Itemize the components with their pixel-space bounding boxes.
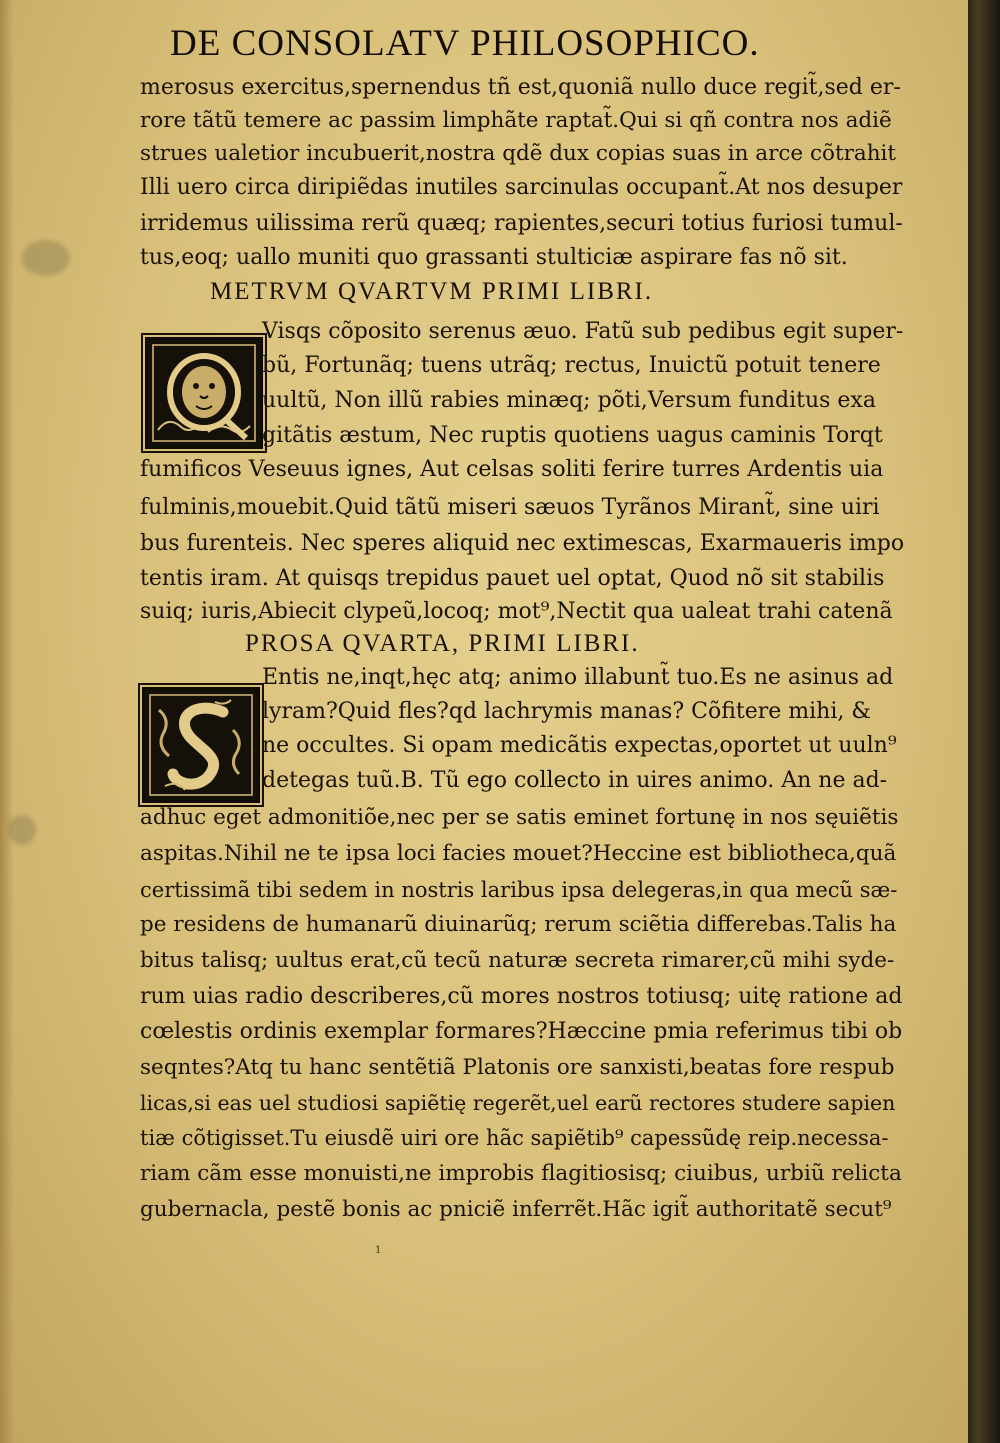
text-line: bus furenteis. Nec speres aliquid nec extimescas, Exarmaueris impo: [140, 531, 905, 556]
decorated-initial-q: [145, 337, 263, 449]
page-stain: [8, 815, 36, 845]
initial-q-ornament-icon: [148, 340, 260, 446]
text-line: tus,eoq; uallo muniti quo grassanti stulticiæ aspirare fas nõ sit.: [140, 245, 848, 270]
page-binding-edge: [968, 0, 1000, 1443]
text-line: fulminis,mouebit.Quid tãtũ miseri sæuos Tyrãnos Mirant̃, sine uiri: [140, 495, 880, 520]
text-line: adhuc eget admonitiõe,nec per se satis eminet fortunę in nos sęuiẽtis: [140, 805, 899, 830]
text-line: uultũ, Non illũ rabies minæq; põti,Versum funditus exa: [262, 388, 876, 413]
text-line: pe residens de humanarũ diuinarũq; rerum sciẽtia differebas.Talis ha: [140, 912, 897, 937]
text-line: rum uias radio describeres,cũ mores nostros totiusq; uitę ratione ad: [140, 984, 903, 1009]
text-line: certissimã tibi sedem in nostris laribus ipsa delegeras,in qua mecũ sæ-: [140, 878, 898, 902]
text-line: ne occultes. Si opam medicãtis expectas,oportet ut uuln⁹: [262, 733, 897, 758]
text-line: gubernacla, pestẽ bonis ac pniciẽ inferrẽt.Hãc igit̃ authoritatẽ secut⁹: [140, 1197, 892, 1222]
running-head: DE CONSOLATV PHILOSOPHICO.: [170, 23, 760, 64]
text-line: bũ, Fortunãq; tuens utrãq; rectus, Inuictũ potuit tenere: [262, 353, 881, 378]
text-line: fumificos Veseuus ignes, Aut celsas soliti ferire turres Ardentis uia: [140, 457, 884, 482]
page-mark: 1: [375, 1245, 382, 1256]
text-line: Illi uero circa diripiẽdas inutiles sarcinulas occupant̃.At nos desuper: [140, 175, 903, 200]
text-line: Entis ne,inqt,hęc atq; animo illabunt̃ tuo.Es ne asinus ad: [262, 665, 894, 690]
section-heading-metrum: METRVM QVARTVM PRIMI LIBRI.: [210, 278, 654, 305]
text-line: tentis iram. At quisqs trepidus pauet uel optat, Quod nõ sit stabilis: [140, 566, 885, 591]
text-line: suiq; iuris,Abiecit clypeũ,locoq; mot⁹,Nectit qua ualeat trahi catenã: [140, 599, 893, 624]
text-line: lyram?Quid fles?qd lachrymis manas? Cõfitere mihi, &: [262, 699, 871, 724]
text-line: strues ualetior incubuerit,nostra qdẽ dux copias suas in arce cõtrahit: [140, 141, 897, 166]
text-line: detegas tuũ.B. Tũ ego collecto in uires animo. An ne ad-: [262, 768, 888, 793]
page-stain: [22, 240, 70, 276]
section-heading-prosa: PROSA QVARTA, PRIMI LIBRI.: [245, 630, 640, 657]
text-line: rore tãtũ temere ac passim limphãte raptat̃.Qui si qñ contra nos adiẽ: [140, 108, 892, 133]
text-line: licas,si eas uel studiosi sapiẽtię regerẽt,uel earũ rectores studere sapien: [140, 1091, 896, 1115]
text-line: merosus exercitus,spernendus tñ est,quoniã nullo duce regit̃,sed er-: [140, 75, 901, 100]
text-line: tiæ cõtigisset.Tu eiusdẽ uiri ore hãc sapiẽtib⁹ capessũdę reip.necessa-: [140, 1126, 889, 1150]
text-line: cœlestis ordinis exemplar formares?Hæccine pmia referimus tibi ob: [140, 1019, 903, 1044]
text-line: aspitas.Nihil ne te ipsa loci facies mouet?Heccine est bibliotheca,quã: [140, 841, 897, 866]
page-left-edge: [0, 0, 14, 1443]
text-line: irridemus uilissima rerũ quæq; rapientes,securi totius furiosi tumul-: [140, 211, 903, 236]
text-line: bitus talisq; uultus erat,cũ tecũ naturæ secreta rimarer,cũ mihi syde-: [140, 948, 895, 973]
text-line: riam cãm esse monuisti,ne improbis flagitiosisq; ciuibus, urbiũ relicta: [140, 1161, 902, 1186]
text-line: Visqs cõposito serenus æuo. Fatũ sub pedibus egit super-: [262, 319, 904, 344]
initial-s-ornament-icon: [145, 690, 257, 800]
decorated-initial-s: [142, 687, 260, 803]
text-line: gitãtis æstum, Nec ruptis quotiens uagus caminis Torqt: [262, 423, 883, 448]
text-line: seqntes?Atq tu hanc sentẽtiã Platonis ore sanxisti,beatas fore respub: [140, 1055, 895, 1080]
